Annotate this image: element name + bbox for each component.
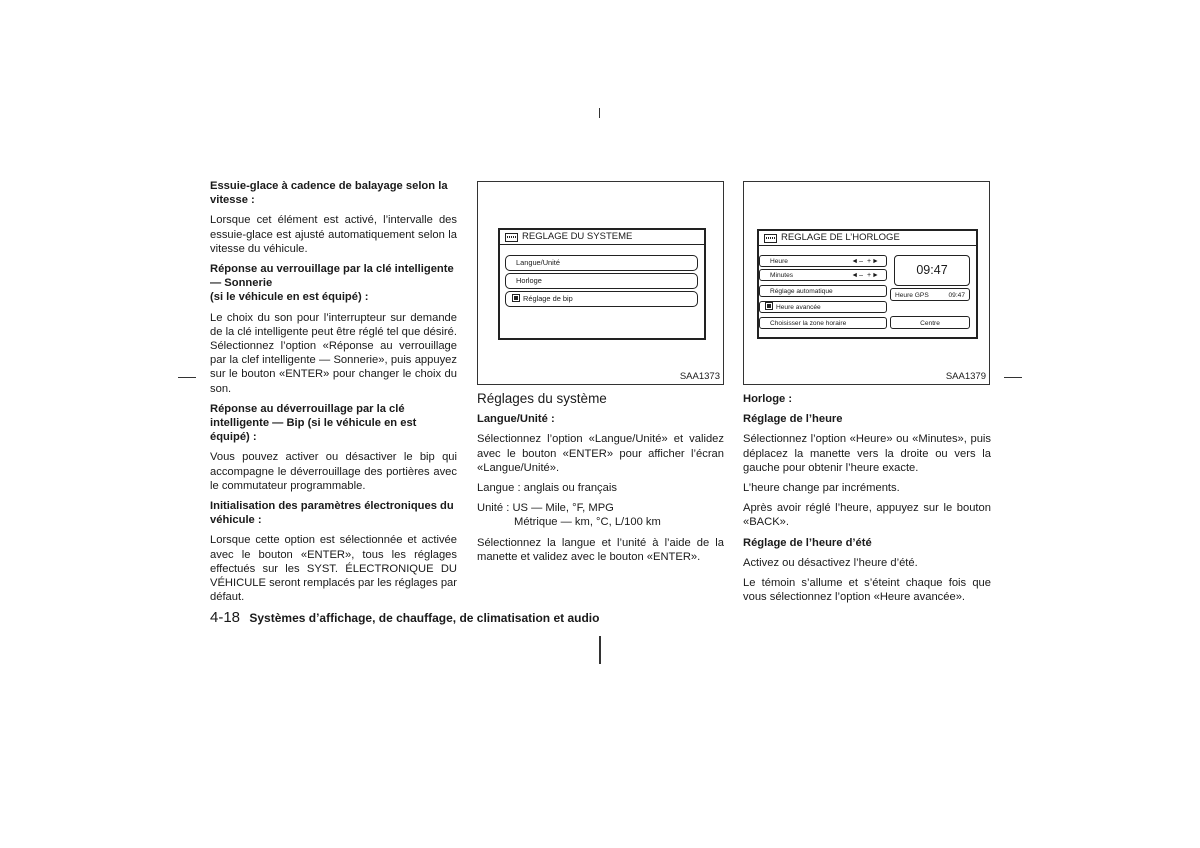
- unlock-response-body: Vous pouvez activer ou désactiver le bip qui accompagne le déverrouillage des portières avec le commutateur programmable.: [210, 451, 457, 492]
- crop-mark-left: [178, 377, 196, 378]
- crop-mark-right: [1004, 377, 1022, 378]
- clock-display: [894, 255, 970, 286]
- middle-column: [477, 392, 724, 570]
- dst-heading: Réglage de l’heure d’été: [743, 536, 872, 549]
- time-increments: L’heure change par incréments.: [743, 482, 900, 495]
- menu-item-time-zone[interactable]: [759, 317, 887, 329]
- figure1-code: SAA1373: [679, 371, 720, 382]
- center-button[interactable]: [890, 316, 970, 329]
- menu-item-minutes[interactable]: [759, 269, 887, 281]
- dst-indicator-body: Le témoin s’allume et s’éteint chaque fois que vous sélectionnez l’option «Heure avancée».: [743, 577, 991, 604]
- system-settings-title: REGLAGE DU SYSTEME: [522, 231, 633, 242]
- page-number: 4-18: [210, 609, 241, 626]
- right-column: [743, 392, 991, 610]
- menu-item-auto-set[interactable]: [759, 285, 887, 297]
- menu-item-beep-label: Réglage de bip: [523, 294, 573, 303]
- reset-heading: Initialisation des paramètres électroniques du véhicule :: [210, 500, 454, 527]
- lock-response-heading: [210, 262, 457, 305]
- reset-body: Lorsque cette option est sélectionnée et activée avec le bouton «ENTER», tous les réglages effectués sur les SYST. ÉLECTRONIQUE DU VÉHICULE seront remplacés par les réglages par défaut.: [210, 534, 457, 604]
- gps-time-label: Heure GPS: [895, 292, 929, 299]
- menu-item-beep[interactable]: [505, 291, 698, 307]
- hour-adjust-arrows-icon[interactable]: ◄– +►: [851, 258, 880, 265]
- language-unit-validate: Sélectionnez la langue et l’unité à l’aide de la manette et validez avec le bouton «ENTER».: [477, 536, 724, 563]
- menu-icon: [764, 234, 777, 243]
- clock-time: 09:47: [916, 263, 948, 277]
- beep-checkbox-icon: [512, 294, 520, 302]
- menu-item-time-zone-label: Choisisser la zone horaire: [770, 320, 847, 327]
- clock-settings-title: REGLAGE DE L’HORLOGE: [781, 232, 900, 243]
- language-unit-instructions: Sélectionnez l’option «Langue/Unité» et validez avec le bouton «ENTER» pour afficher l’écran «Langue/Unité».: [477, 433, 724, 474]
- minutes-adjust-arrows-icon[interactable]: ◄– +►: [851, 272, 880, 279]
- menu-item-daylight-saving-label: Heure avancée: [776, 304, 821, 311]
- chapter-title: Systèmes d’affichage, de chauffage, de climatisation et audio: [249, 611, 600, 625]
- lock-response-heading-line1: Réponse au verrouillage par la clé intelligente — Sonnerie: [210, 263, 454, 290]
- menu-item-clock[interactable]: [505, 273, 698, 289]
- menu-item-minutes-label: Minutes: [770, 272, 794, 279]
- system-settings-heading: Réglages du système: [477, 391, 607, 406]
- unit-options-metric: Métrique — km, °C, L/100 km: [514, 516, 661, 529]
- gps-time-value: 09:47: [948, 292, 965, 299]
- dst-body: Activez ou désactivez l’heure d’été.: [743, 556, 918, 569]
- menu-item-daylight-saving[interactable]: [759, 301, 887, 313]
- figure-clock-settings: [743, 181, 990, 385]
- time-setting-heading: Réglage de l’heure: [743, 413, 843, 426]
- gps-time-box: [890, 288, 970, 301]
- figure2-code: SAA1379: [945, 371, 986, 382]
- system-settings-screen: [498, 228, 706, 340]
- clock-settings-title-bar: [759, 231, 976, 246]
- language-unit-heading: Langue/Unité :: [477, 413, 555, 426]
- menu-item-language-unit-label: Langue/Unité: [516, 258, 560, 267]
- menu-item-clock-label: Horloge: [516, 276, 542, 285]
- unit-options-us: Unité : US — Mile, °F, MPG: [477, 502, 614, 515]
- language-options: Langue : anglais ou français: [477, 482, 617, 495]
- menu-item-language-unit[interactable]: [505, 255, 698, 271]
- daylight-saving-checkbox-icon: [765, 302, 773, 310]
- menu-item-hour-label: Heure: [770, 258, 788, 265]
- unit-options: [477, 501, 724, 529]
- clock-heading: Horloge :: [743, 393, 793, 405]
- page-footer: [210, 609, 599, 626]
- time-back-instructions: Après avoir réglé l’heure, appuyez sur le bouton «BACK».: [743, 502, 991, 529]
- menu-item-auto-set-label: Réglage automatique: [770, 288, 833, 295]
- wiper-body: Lorsque cet élément est activé, l’intervalle des essuie-glace est ajusté automatiquement selon la vitesse du véhicule.: [210, 214, 457, 255]
- unlock-response-heading: Réponse au déverrouillage par la clé intelligente — Bip (si le véhicule en est équipé) :: [210, 402, 417, 444]
- system-settings-title-bar: [500, 230, 704, 245]
- center-button-label: Centre: [920, 320, 940, 327]
- crop-mark-bottom: [599, 636, 601, 664]
- crop-mark-top: [599, 108, 600, 118]
- menu-icon: [505, 233, 518, 242]
- lock-response-heading-line2: (si le véhicule en est équipé) :: [210, 291, 369, 304]
- time-setting-body: Sélectionnez l’option «Heure» ou «Minutes», puis déplacez la manette vers la droite ou vers la gauche pour obtenir l’heure exacte.: [743, 433, 991, 474]
- figure-system-settings: [477, 181, 724, 385]
- wiper-heading: Essuie-glace à cadence de balayage selon la vitesse :: [210, 180, 448, 207]
- left-column: [210, 179, 457, 610]
- lock-response-body: Le choix du son pour l’interrupteur sur demande de la clé intelligente peut être réglé tel que désiré. Sélectionnez l’option «Réponse au verrouillage par la clef intelligente — Sonnerie», puis appuyez sur le bouton «ENTER» pour changer le choix du son.: [210, 311, 457, 395]
- clock-settings-screen: [757, 229, 978, 339]
- menu-item-hour[interactable]: [759, 255, 887, 267]
